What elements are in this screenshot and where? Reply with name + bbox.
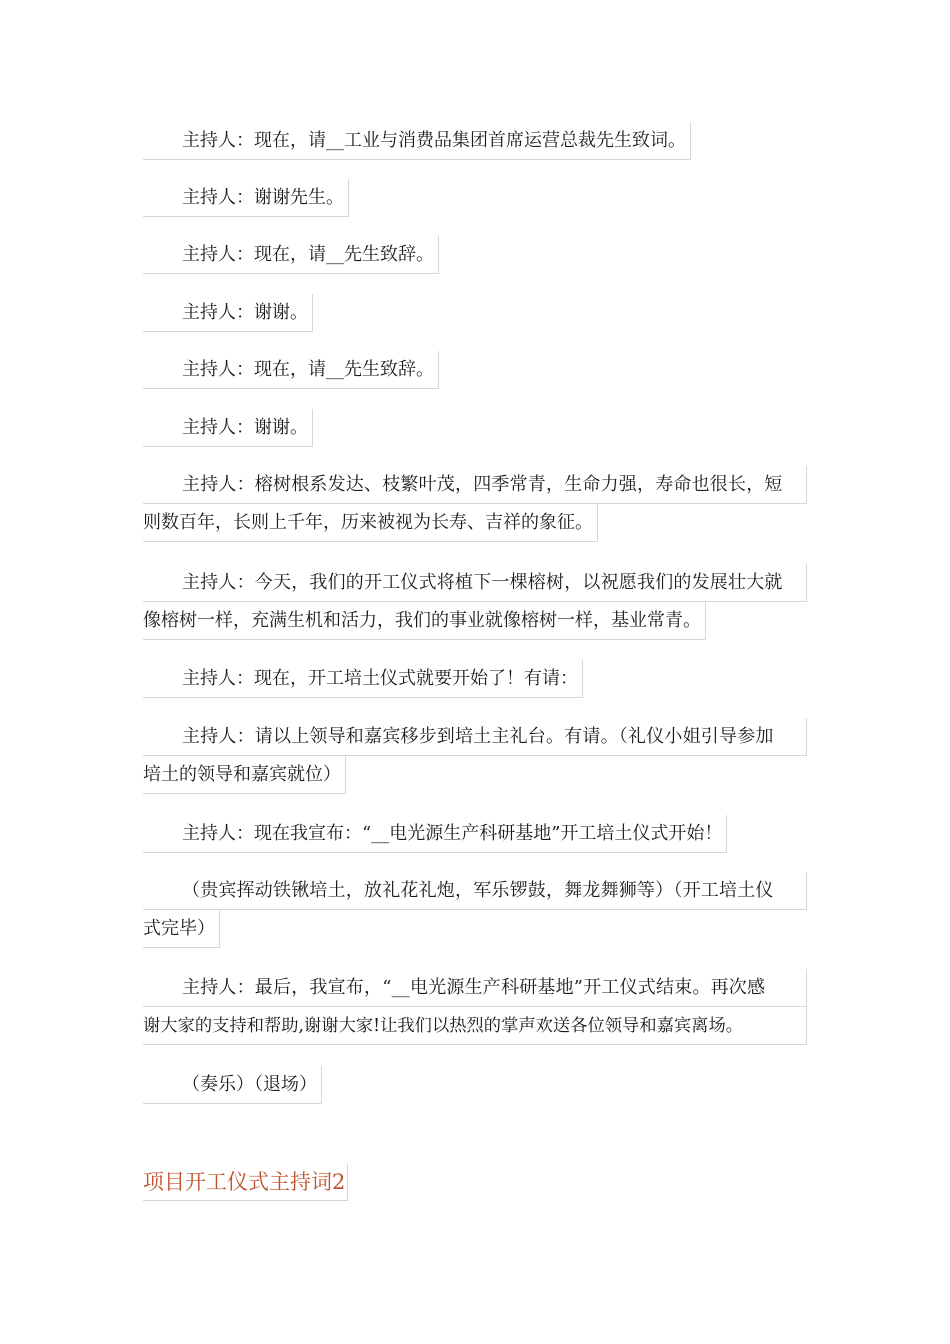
paragraph bbox=[143, 564, 807, 640]
text-line: （奏乐）（退场） bbox=[143, 1066, 322, 1104]
paragraph bbox=[143, 969, 807, 1045]
paragraph bbox=[143, 122, 807, 160]
text-line: 主持人：现在，请__工业与消费品集团首席运营总裁先生致词。 bbox=[143, 122, 691, 160]
text-line: 主持人：榕树根系发达、枝繁叶茂，四季常青，生命力强，寿命也很长，短 bbox=[143, 466, 807, 504]
text-line: （贵宾挥动铁锹培土，放礼花礼炮，军乐锣鼓，舞龙舞狮等）（开工培土仪 bbox=[143, 872, 807, 910]
paragraph bbox=[143, 1066, 807, 1104]
text-line: 主持人：请以上领导和嘉宾移步到培土主礼台。有请。（礼仪小姐引导参加 bbox=[143, 718, 807, 756]
text-line: 主持人：现在，开工培土仪式就要开始了！有请： bbox=[143, 660, 583, 698]
paragraph bbox=[143, 660, 807, 698]
text-line: 则数百年，长则上千年，历来被视为长寿、吉祥的象征。 bbox=[143, 504, 598, 542]
paragraph bbox=[143, 409, 807, 447]
text-line: 主持人：现在我宣布：“__电光源生产科研基地”开工培土仪式开始！ bbox=[143, 815, 727, 853]
paragraph bbox=[143, 179, 807, 217]
text-line: 主持人：现在，请__先生致辞。 bbox=[143, 236, 439, 274]
text-line: 主持人：最后，我宣布，“__电光源生产科研基地”开工仪式结束。再次感 bbox=[143, 969, 807, 1007]
text-line: 谢大家的支持和帮助,谢谢大家!让我们以热烈的掌声欢送各位领导和嘉宾离场。 bbox=[143, 1007, 807, 1045]
text-line: 主持人：谢谢。 bbox=[143, 294, 313, 332]
paragraph bbox=[143, 718, 807, 794]
paragraph bbox=[143, 294, 807, 332]
text-line: 主持人：现在，请__先生致辞。 bbox=[143, 351, 439, 389]
text-line: 主持人：谢谢。 bbox=[143, 409, 313, 447]
paragraph bbox=[143, 815, 807, 853]
text-line: 主持人：谢谢先生。 bbox=[143, 179, 349, 217]
text-line: 培土的领导和嘉宾就位） bbox=[143, 756, 346, 794]
text-line: 式完毕） bbox=[143, 910, 220, 948]
paragraph bbox=[143, 351, 807, 389]
section-heading: 项目开工仪式主持词2 bbox=[143, 1164, 348, 1201]
text-line: 像榕树一样，充满生机和活力，我们的事业就像榕树一样，基业常青。 bbox=[143, 602, 706, 640]
paragraph bbox=[143, 872, 807, 948]
paragraph bbox=[143, 466, 807, 542]
text-line: 主持人：今天，我们的开工仪式将植下一棵榕树，以祝愿我们的发展壮大就 bbox=[143, 564, 807, 602]
paragraph bbox=[143, 236, 807, 274]
